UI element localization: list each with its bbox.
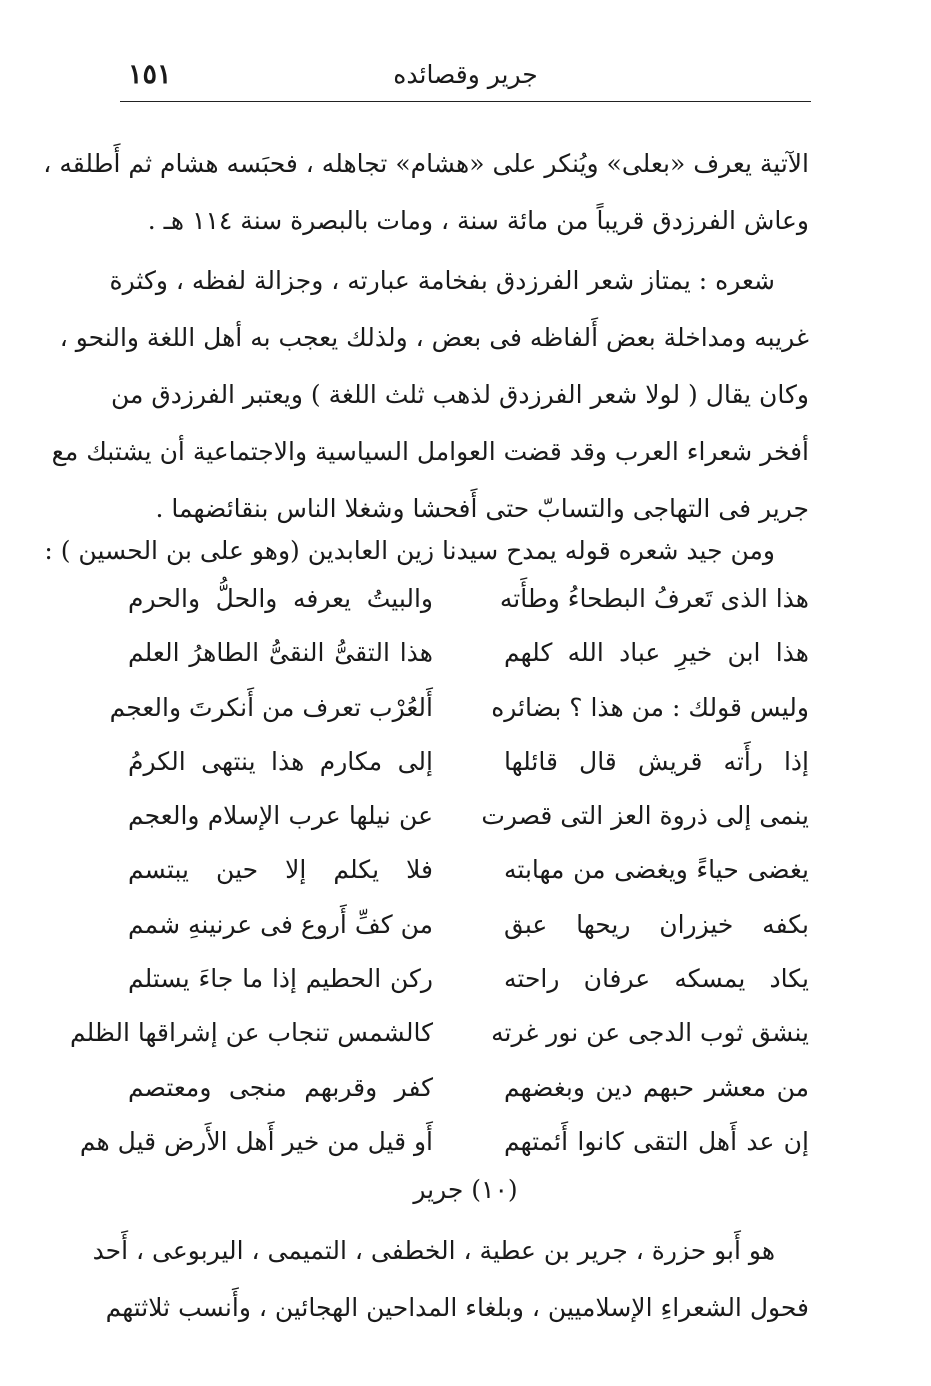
poem-verse bbox=[128, 789, 809, 843]
poem-verse bbox=[79, 1115, 809, 1169]
verse-second-hemistich: أَو قيل من خير أَهل الأَرض قيل هم bbox=[79, 1126, 433, 1156]
poem-intro bbox=[44, 522, 809, 579]
poem-verse bbox=[128, 626, 809, 680]
verse-first-hemistich: وليس قولك : من هذا ؟ بضائره bbox=[491, 692, 809, 722]
verse-first-hemistich: إن عد أَهل التقى كانوا أَئمتهم bbox=[504, 1126, 809, 1156]
poem-verse bbox=[128, 735, 809, 789]
verse-first-hemistich: هذا ابن خيرِ عباد الله كلهم bbox=[504, 638, 809, 668]
poem bbox=[69, 572, 809, 1169]
text-line: شعره : يمتاز شعر الفرزدق بفخامة عبارته ، وجزالة لفظه ، وكثرة bbox=[109, 266, 775, 295]
text-line: فحول الشعراءِ الإسلاميين ، وبلغاء المداحين الهجائين ، وأَنسب ثلاثتهم bbox=[105, 1293, 809, 1322]
header-rule bbox=[120, 101, 811, 102]
verse-first-hemistich: يكاد يمسكه عرفان راحته bbox=[504, 964, 809, 994]
verse-second-hemistich: عن نيلها عرب الإسلام والعجم bbox=[128, 801, 433, 831]
verse-second-hemistich: كالشمس تنجاب عن إشراقها الظلم bbox=[69, 1018, 433, 1048]
paragraph-3 bbox=[92, 1222, 809, 1336]
poem-verse bbox=[109, 681, 809, 735]
verse-first-hemistich: هذا الذى تَعرفُ البطحاءُ وطأَته bbox=[499, 584, 809, 613]
verse-second-hemistich: إلى مكارم هذا ينتهى الكرمُ bbox=[128, 746, 433, 776]
verse-second-hemistich: أَلعُرْب تعرف من أَنكرتَ والعجم bbox=[109, 692, 433, 722]
verse-second-hemistich: والبيتُ يعرفه والحلُّ والحرم bbox=[128, 584, 433, 613]
verse-first-hemistich: ينشق ثوب الدجى عن نور غرته bbox=[491, 1018, 809, 1048]
text-line: الآتية يعرف «بعلى» ويُنكر على «هشام» تجاهله ، فحبَسه هشام ثم أَطلقه ، bbox=[43, 149, 809, 178]
verse-second-hemistich: ركن الحطيم إذا ما جاءَ يستلم bbox=[128, 964, 433, 994]
poem-verse bbox=[69, 1006, 809, 1060]
verse-first-hemistich: بكفه خيزران ريحها عبق bbox=[504, 909, 809, 939]
verse-first-hemistich: إذا رأَته قريش قال قائلها bbox=[504, 746, 809, 776]
paragraph-1 bbox=[43, 135, 809, 249]
section-heading: (١٠) جرير bbox=[413, 1175, 518, 1204]
verse-second-hemistich: فلا يكلم إلا حين يبتسم bbox=[128, 855, 433, 885]
text-line: هو أَبو حزرة ، جرير بن عطية ، الخطفى ، التميمى ، اليربوعى ، أَحد bbox=[92, 1236, 775, 1265]
verse-first-hemistich: من معشر حبهم دين وبغضهم bbox=[504, 1072, 809, 1102]
verse-first-hemistich: ينمى إلى ذروة العز التى قصرت bbox=[481, 801, 809, 831]
text-line: ومن جيد شعره قوله يمدح سيدنا زين العابدين (وهو على بن الحسين ) : bbox=[44, 536, 775, 565]
poem-verse bbox=[128, 898, 809, 952]
text-line: غريبه ومداخلة بعض أَلفاظه فى بعض ، ولذلك يعجب به أهل اللغة والنحو ، bbox=[59, 323, 809, 352]
text-line: أفخر شعراء العرب وقد قضت العوامل السياسية والاجتماعية أن يشتبك مع bbox=[51, 437, 809, 466]
poem-verse bbox=[128, 1061, 809, 1115]
text-line: وعاش الفرزدق قريباً من مائة سنة ، ومات بالبصرة سنة ١١٤ هـ . bbox=[147, 206, 809, 235]
page-header bbox=[120, 58, 811, 98]
poem-verse bbox=[128, 952, 809, 1006]
verse-second-hemistich: من كفِّ أَروع فى عرنينهِ شمم bbox=[128, 909, 433, 939]
text-line: وكان يقال ( لولا شعر الفرزدق لذهب ثلث اللغة ) ويعتبر الفرزدق من bbox=[111, 380, 809, 409]
poem-verse bbox=[128, 843, 809, 897]
poem-verse bbox=[128, 572, 809, 626]
text-line: جرير فى التهاجى والتسابّ حتى أَفحشا وشغلا الناس بنقائضهما . bbox=[155, 494, 809, 523]
verse-first-hemistich: يغضى حياءً ويغضى من مهابته bbox=[504, 855, 809, 885]
running-title: جرير وقصائده bbox=[393, 60, 538, 89]
paragraph-2 bbox=[51, 252, 809, 537]
verse-second-hemistich: هذا التقىُّ النقىُّ الطاهرُ العلم bbox=[128, 638, 433, 668]
page-number: ١٥١ bbox=[128, 59, 172, 90]
verse-second-hemistich: كفر وقربهم منجى ومعتصم bbox=[128, 1072, 433, 1102]
